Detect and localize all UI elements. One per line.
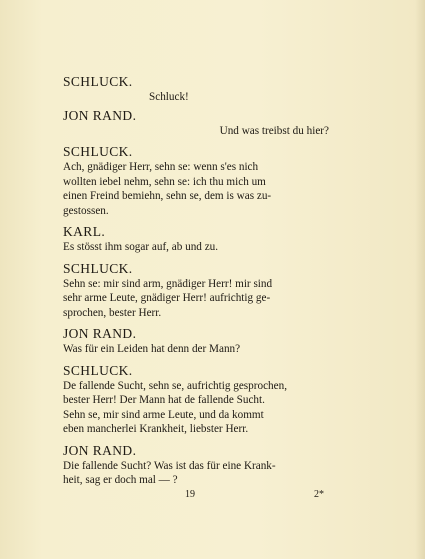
speech-line: sehr arme Leute, gnädiger Herr! aufrichtig ge- — [63, 292, 271, 304]
speaker-name: KARL. — [63, 224, 106, 239]
speaker-name: SCHLUCK. — [63, 362, 133, 378]
speaker-name: SCHLUCK. — [63, 144, 133, 159]
speech-line: Die fallende Sucht? Was ist das für eine Krank- — [63, 459, 276, 472]
speech-line: De fallende Sucht, sehn se, aufrichtig gesprochen, — [63, 379, 287, 392]
speech-line: einen Freind bemiehn, sehn se, dem is was zu- — [63, 190, 272, 202]
speech-line: Und was treibst du hier? — [219, 124, 329, 137]
speech-line: Schluck! — [149, 91, 189, 103]
speech-line: Es stösst ihm sogar auf, ab und zu. — [63, 241, 219, 253]
speech-line: Ach, gnädiger Herr, sehn se: wenn s'es nich — [63, 161, 259, 173]
speaker-name: JON RAND. — [63, 326, 137, 341]
speaker-name: JON RAND. — [63, 107, 137, 123]
dialogue-text — [63, 74, 329, 488]
page-number: 19 — [185, 489, 195, 500]
speech-line: eben mancherlei Krankheit, liebster Herr. — [63, 423, 249, 435]
speech-line: Sehn se: mir sind arm, gnädiger Herr! mir sind — [63, 277, 273, 290]
speaker-name: SCHLUCK. — [63, 74, 133, 89]
speech-line: wollten iebel nehm, sehn se: ich thu mich um — [63, 175, 266, 188]
speaker-name: SCHLUCK. — [63, 260, 133, 276]
speaker-name: JON RAND. — [63, 442, 137, 458]
speech-line: gestossen. — [63, 204, 109, 217]
signature-mark: 2* — [314, 489, 324, 500]
speech-line: Was für ein Leiden hat denn der Mann? — [63, 343, 241, 355]
speech-line: Sehn se, mir sind arme Leute, und da kommt — [63, 408, 264, 421]
speech-line: heit, sag er doch mal — ? — [63, 474, 178, 486]
page-edge-shadow — [415, 0, 425, 559]
speech-line: bester Herr! Der Mann hat de fallende Sucht. — [63, 394, 265, 406]
speech-line: sprochen, bester Herr. — [63, 306, 162, 319]
